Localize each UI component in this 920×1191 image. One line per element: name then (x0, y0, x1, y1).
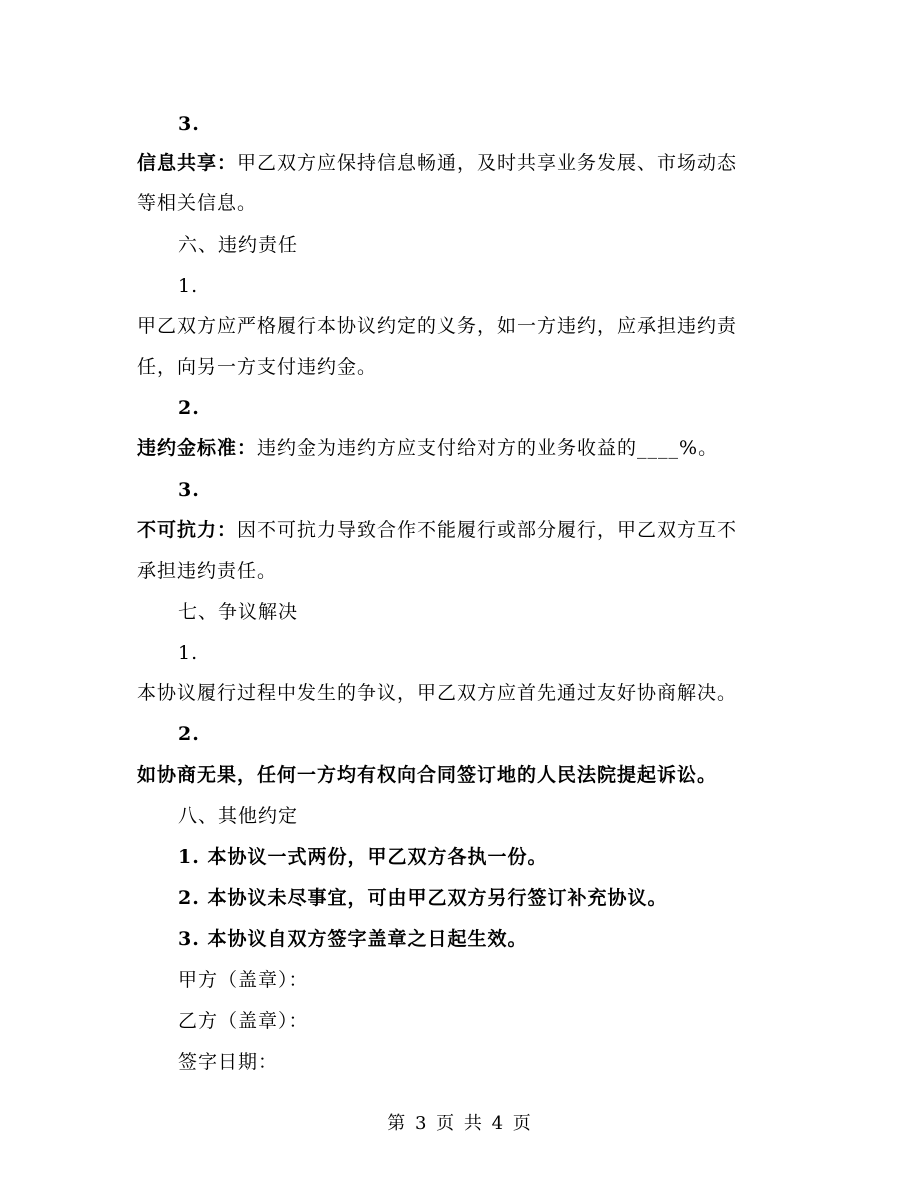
section6-item1-line2: 任，向另一方支付违约金。 (137, 356, 378, 378)
section7-item2-number: 2. (178, 723, 200, 745)
section6-item3-text: 因不可抗力导致合作不能履行或部分履行，甲乙双方互不 (237, 519, 738, 541)
section5-item3-line2: 等相关信息。 (137, 192, 258, 214)
section6-item2-label: 违约金标准： (137, 437, 258, 459)
section7-item2-text: 如协商无果，任何一方均有权向合同签订地的人民法院提起诉讼。 (137, 764, 718, 786)
section6-item3-number: 3. (178, 479, 200, 501)
section6-heading: 六、违约责任 (178, 234, 299, 256)
section7-item1-text: 本协议履行过程中发生的争议，甲乙双方应首先通过友好协商解决。 (137, 682, 738, 704)
section5-item3-text: 甲乙双方应保持信息畅通，及时共享业务发展、市场动态 (237, 152, 738, 174)
section5-item3-label: 信息共享： (137, 152, 238, 174)
section6-item3-line2: 承担违约责任。 (137, 560, 278, 582)
party-b-seal: 乙方（盖章）： (178, 1010, 309, 1032)
section7-item1-number: 1. (178, 642, 199, 664)
section8-item2: 2. 本协议未尽事宜，可由甲乙双方另行签订补充协议。 (178, 887, 668, 909)
section8-item3: 3. 本协议自双方签字盖章之日起生效。 (178, 928, 528, 950)
section5-item3-line1 (137, 151, 737, 175)
section7-heading: 七、争议解决 (178, 601, 299, 623)
section6-item1-number: 1. (178, 275, 199, 297)
section6-item3-line1 (137, 518, 737, 542)
page-footer: 第 3 页 共 4 页 (387, 1113, 533, 1134)
section6-item2-text: 违约金为违约方应支付给对方的业务收益的____%。 (257, 437, 719, 459)
party-a-seal: 甲方（盖章）： (178, 969, 309, 991)
sign-date: 签字日期： (178, 1051, 279, 1073)
section6-item3-label: 不可抗力： (137, 519, 238, 541)
section6-item2-line (137, 436, 718, 460)
section8-item1: 1. 本协议一式两份，甲乙双方各执一份。 (178, 846, 548, 868)
section8-heading: 八、其他约定 (178, 805, 299, 827)
section5-item3-number: 3. (178, 113, 200, 135)
section6-item2-number: 2. (178, 397, 200, 419)
section6-item1-line1: 甲乙双方应严格履行本协议约定的义务，如一方违约，应承担违约责 (137, 315, 738, 337)
